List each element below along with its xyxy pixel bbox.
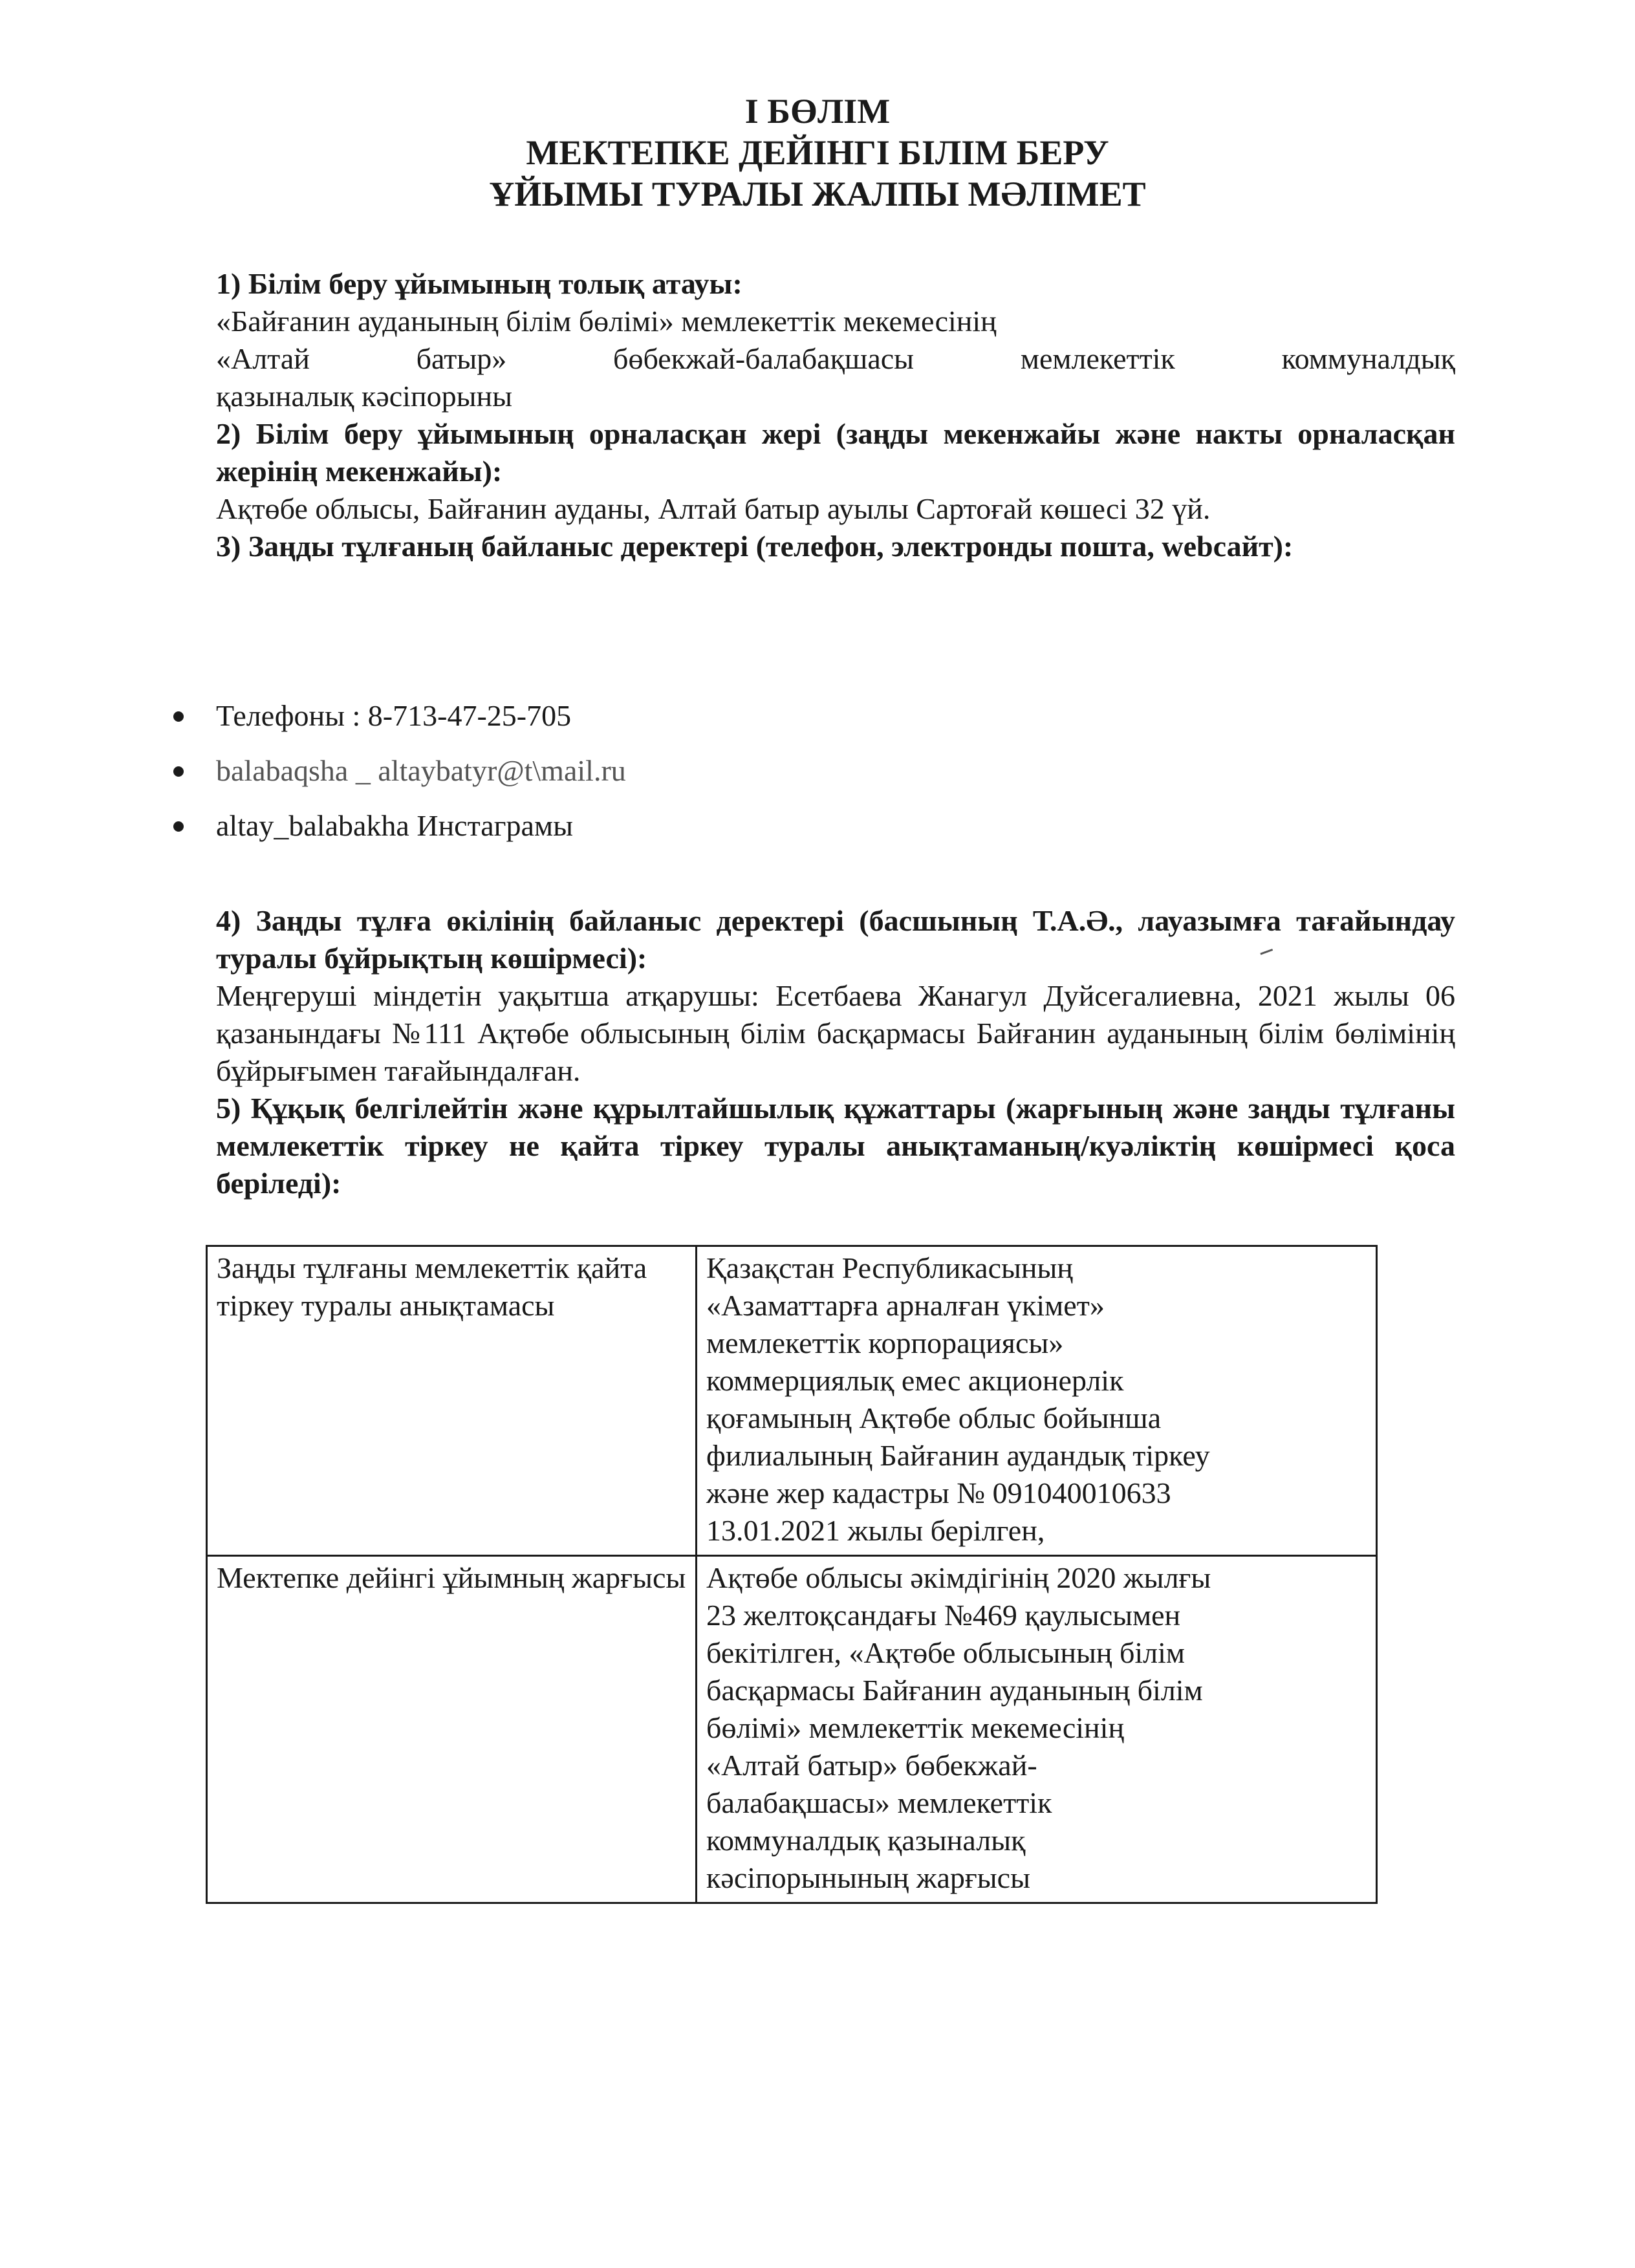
item1-line-1: «Байғанин ауданының білім бөлімі» мемлекеттік мекемесінің bbox=[216, 305, 997, 338]
email-text: balabaqsha _ altaybatyr@t\mail.ru bbox=[216, 754, 626, 787]
value-line: бекітілген, «Ақтөбе облысының білім bbox=[706, 1636, 1186, 1669]
value-line: Қазақстан Республикасының bbox=[706, 1251, 1074, 1284]
item2-text: Ақтөбе облысы, Байғанин ауданы, Алтай батыр ауылы Сартоғай көшесі 32 үй. bbox=[216, 492, 1211, 525]
table-cell-value bbox=[697, 1246, 1377, 1556]
value-line: балабақшасы» мемлекеттік bbox=[706, 1786, 1052, 1819]
item2-heading: 2) Білім беру ұйымының орналасқан жері (заңды мекенжайы және накты орналасқан жерінің мекенжайы): bbox=[216, 417, 1455, 488]
value-line: 13.01.2021 жылы берілген, bbox=[706, 1514, 1045, 1547]
table-cell-label bbox=[207, 1556, 697, 1903]
value-line: коммуналдық қазыналық bbox=[706, 1824, 1026, 1857]
list-item bbox=[0, 753, 1635, 792]
item4-text: Меңгеруші міндетін уақытша атқарушы: Есетбаева Жанагул Дуйсегалиевна, 2021 жылы 06 қазанындағы №111 Ақтөбе облысының білім басқармасы Байғанин ауданының білім бөлімінің бұйрығымен тағайындалған. bbox=[216, 979, 1455, 1087]
item5-heading: 5) Құқық белгілейтін және құрылтайшылық құжаттары (жарғының және заңды тұлғаны мемлекеттік тіркеу не қайта тіркеу туралы анықтаманың/куәліктің көшірмесі қоса беріледі): bbox=[216, 1092, 1455, 1200]
table-cell-value bbox=[697, 1556, 1377, 1903]
bullet-icon bbox=[173, 711, 184, 722]
section-title bbox=[0, 91, 1635, 215]
bullet-icon bbox=[173, 821, 184, 832]
value-line: «Азаматтарға арналған үкімет» bbox=[706, 1289, 1105, 1322]
item1-line-2: «Алтай батыр» бөбекжай-балабақшасы мемлекеттік коммуналдық bbox=[216, 342, 1455, 375]
section-title-line-3: ҰЙЫМЫ ТУРАЛЫ ЖАЛПЫ МӘЛІМЕТ bbox=[489, 175, 1146, 213]
value-line: кәсіпорынының жарғысы bbox=[706, 1861, 1030, 1894]
charter-label: Мектепке дейінгі ұйымның жарғысы bbox=[217, 1561, 686, 1594]
info-items-1-3 bbox=[216, 265, 1455, 565]
value-line: филиалының Байғанин аудандық тіркеу bbox=[706, 1439, 1210, 1472]
section-title-line-2: МЕКТЕПКЕ ДЕЙІНГІ БІЛІМ БЕРУ bbox=[526, 133, 1109, 172]
item4-heading: 4) Заңды тұлға өкілінің байланыс деректері (басшының Т.А.Ә., лауазымға тағайындау туралы бұйрықтың көшірмесі): bbox=[216, 904, 1455, 975]
value-line: басқармасы Байғанин ауданының білім bbox=[706, 1674, 1203, 1707]
value-line: бөлімі» мемлекеттік мекемесінің bbox=[706, 1711, 1125, 1744]
instagram-text: altay_balabakha Инстаграмы bbox=[216, 809, 573, 842]
value-line: мемлекеттік корпорациясы» bbox=[706, 1326, 1064, 1359]
value-line: қоғамының Ақтөбе облыс бойынша bbox=[706, 1401, 1162, 1434]
item3-heading: 3) Заңды тұлғаның байланыс деректері (телефон, электронды пошта, webсайт): bbox=[216, 530, 1294, 563]
list-item bbox=[0, 808, 1635, 847]
registration-label: Заңды тұлғаны мемлекеттік қайта тіркеу туралы анықтамасы bbox=[217, 1251, 647, 1322]
info-items-4-5 bbox=[216, 902, 1455, 1202]
table-row bbox=[207, 1556, 1377, 1903]
value-line: және жер кадастры № 091040010633 bbox=[706, 1476, 1171, 1509]
documents-table bbox=[206, 1245, 1378, 1904]
table-cell-label bbox=[207, 1246, 697, 1556]
list-item bbox=[0, 698, 1635, 737]
value-line: 23 желтоқсандағы №469 қаулысымен bbox=[706, 1599, 1181, 1632]
value-line: Ақтөбе облысы әкімдігінің 2020 жылғы bbox=[706, 1561, 1211, 1594]
table-row bbox=[207, 1246, 1377, 1556]
section-title-line-1: I БӨЛІМ bbox=[744, 92, 891, 131]
bullet-icon bbox=[173, 766, 184, 777]
item1-heading: 1) Білім беру ұйымының толық атауы: bbox=[216, 267, 742, 300]
item1-line-3: қазыналық кәсіпорыны bbox=[216, 380, 513, 413]
phone-text: Телефоны : 8-713-47-25-705 bbox=[216, 699, 572, 732]
value-line: коммерциялық емес акционерлік bbox=[706, 1364, 1124, 1397]
value-line: «Алтай батыр» бөбекжай- bbox=[706, 1749, 1037, 1782]
